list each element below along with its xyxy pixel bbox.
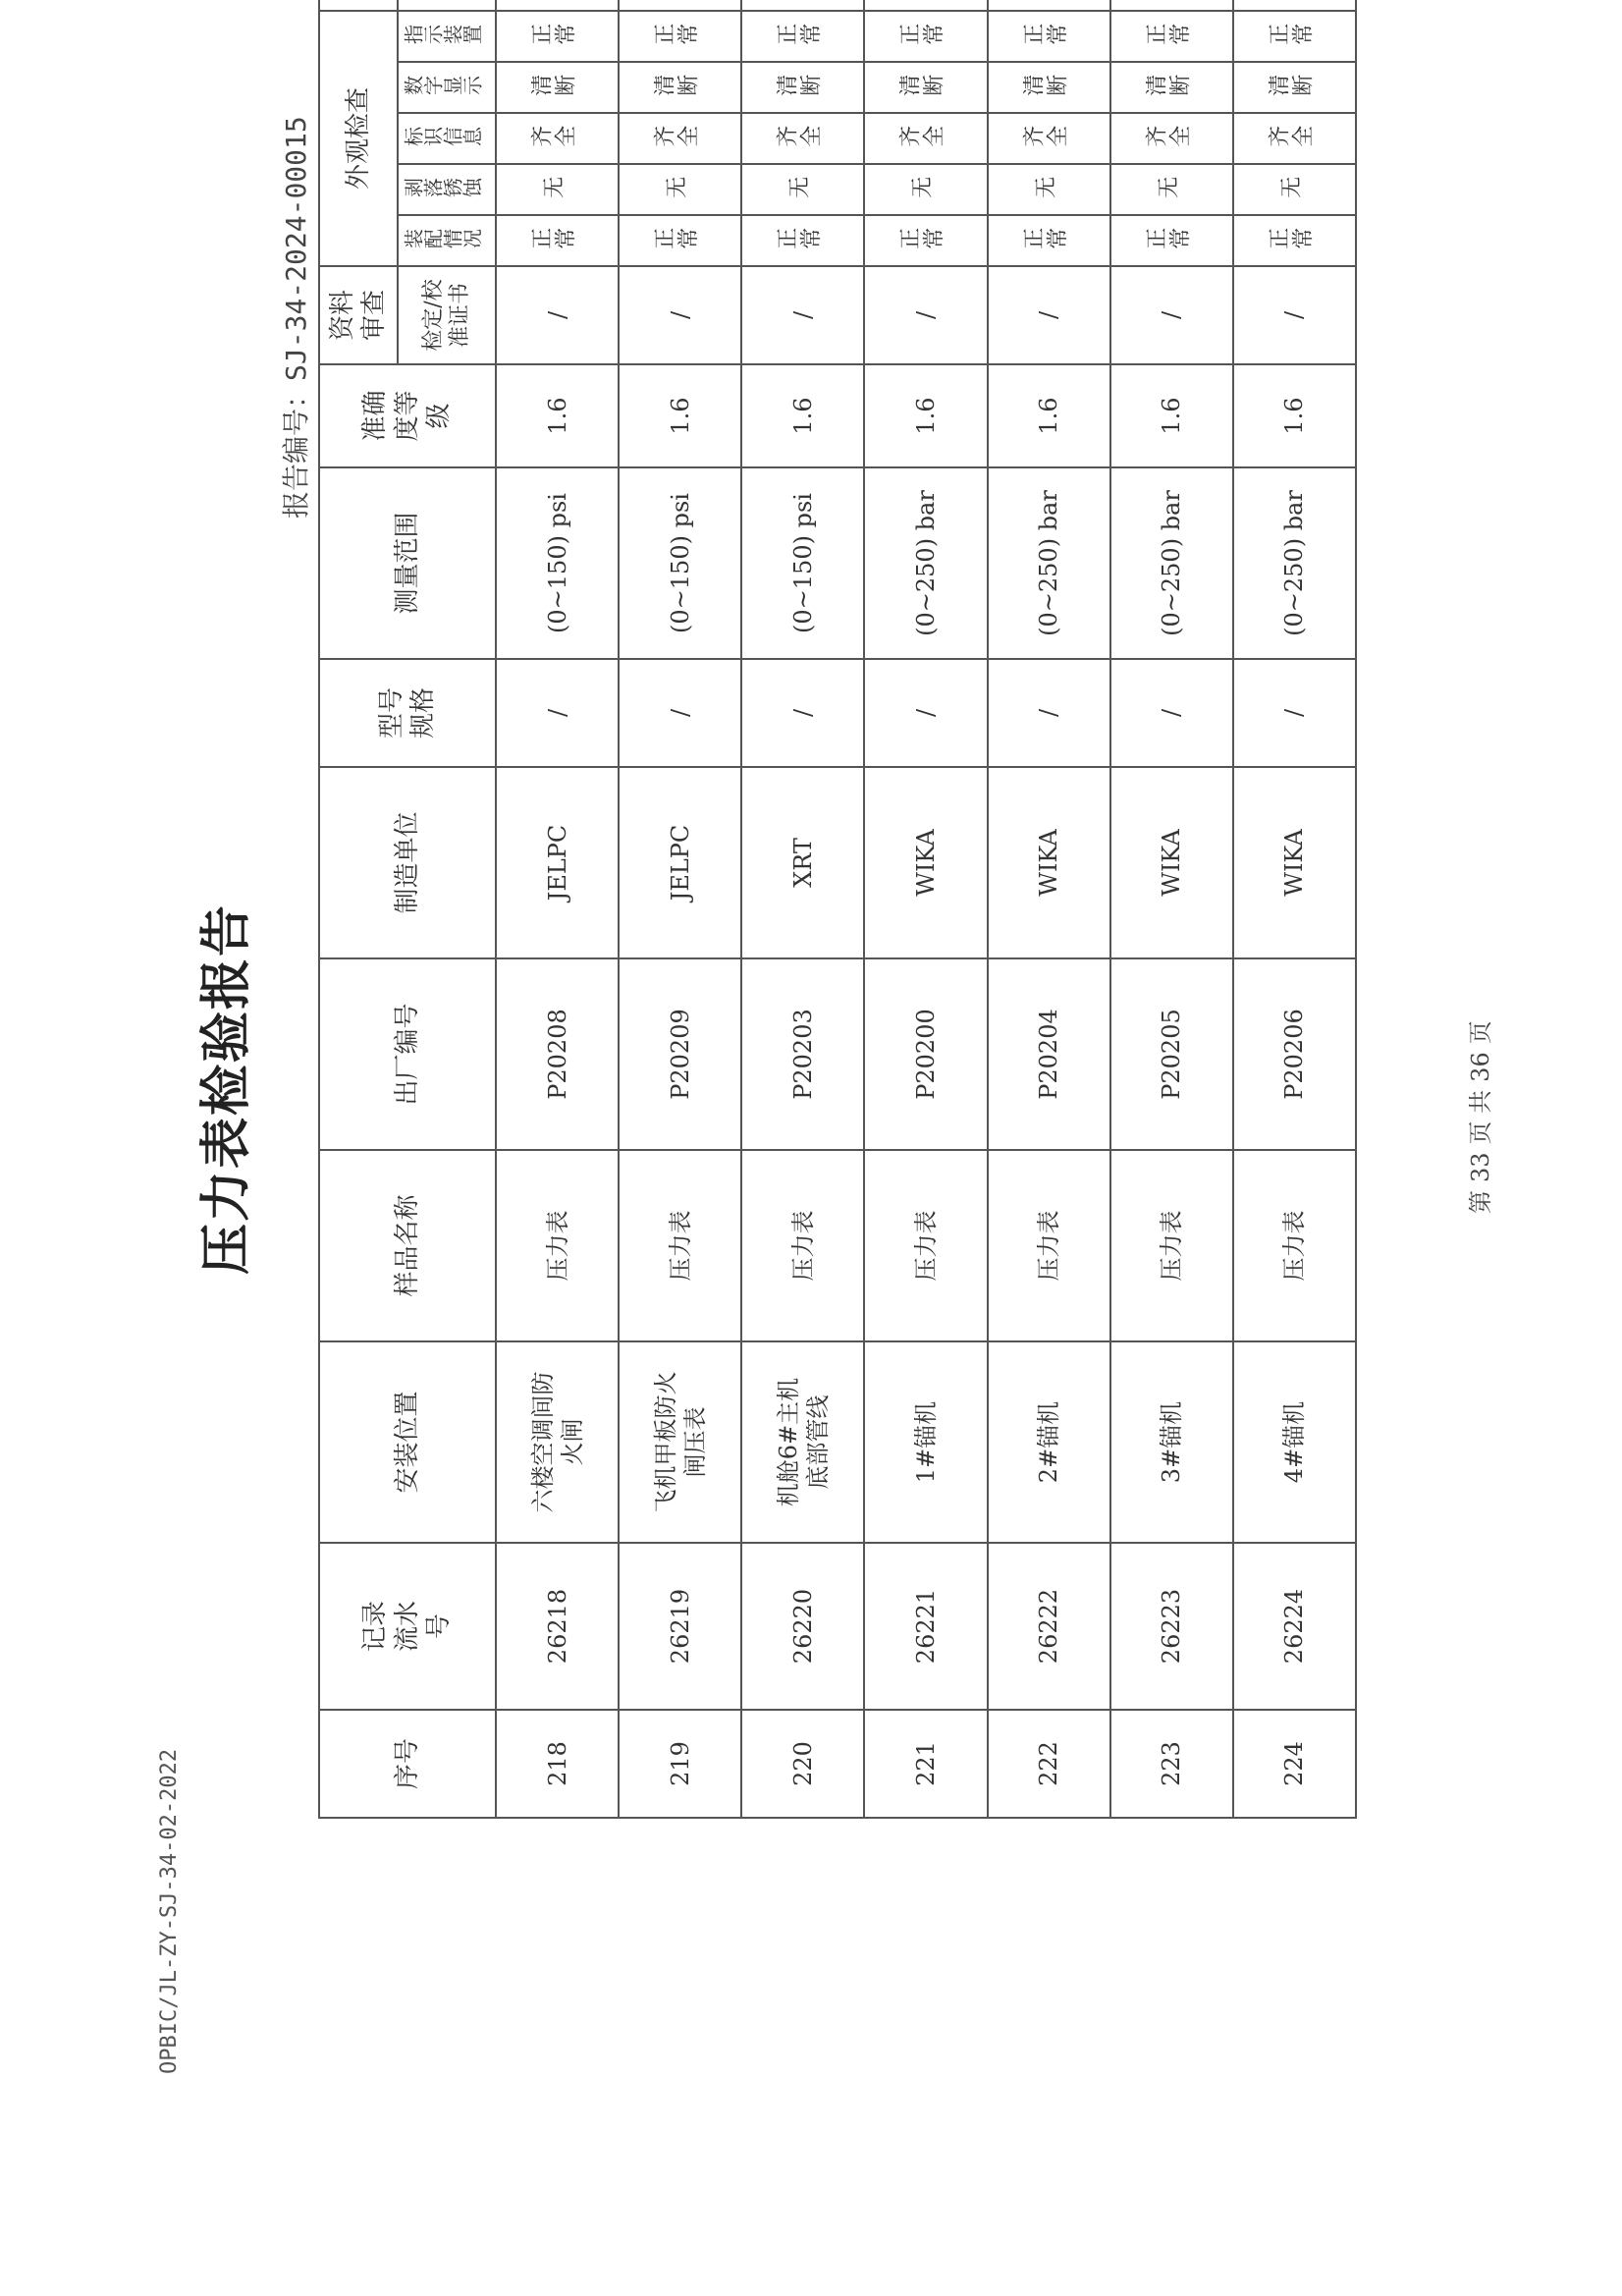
page-suffix: 页 [1467,1020,1494,1045]
cell-digits [864,62,987,113]
cell-record [496,1543,619,1710]
page-number [1461,1016,1495,1218]
cell-record [741,1543,864,1710]
page-title: 压力表检验报告 [197,902,256,1275]
cell-seq-text: 223 [1158,1741,1186,1786]
cell-peeling-text: 无 [910,177,935,202]
page-current: 33 [1467,1152,1494,1182]
cell-marking [988,113,1110,164]
cell-seq-text: 222 [1035,1741,1063,1786]
cell-damage [988,0,1110,11]
cell-model [741,659,864,767]
cell-location-text: 1#锚机 [911,1400,940,1484]
cell-name-text: 压力表 [788,1210,817,1282]
cell-record [619,1543,741,1710]
cell-peeling-text: 无 [542,177,567,202]
cell-peeling-text: 无 [1156,177,1180,202]
cell-model [988,659,1110,767]
cell-pointer [1233,11,1356,62]
cell-mfr [496,767,619,958]
cell-marking [496,113,619,164]
cell-factory-text: P20208 [543,1009,571,1100]
cell-record-text: 26224 [1280,1588,1309,1665]
cell-factory [1110,958,1233,1150]
header-model [319,659,496,767]
cell-record [988,1543,1110,1710]
inspection-table [318,0,1357,1819]
cell-mfr [1233,767,1356,958]
table-row [1233,0,1356,1818]
cell-record-text: 26222 [1035,1588,1063,1665]
header-manufacturer: 制造单位 [319,767,496,958]
cell-name [1233,1150,1356,1341]
cell-name [619,1150,741,1341]
cell-damage [496,0,619,11]
cell-digits-text: 清断 [530,75,578,100]
cell-digits-text: 清断 [1021,75,1069,100]
cell-acc [619,364,741,467]
cell-digits [1233,62,1356,113]
header-seq: 序号 [319,1710,496,1818]
cell-location-text: 2#锚机 [1035,1400,1063,1484]
cell-acc-text: 1.6 [1035,397,1063,435]
cell-range-text: (0~150) psi [666,493,694,633]
cell-name-text: 压力表 [1158,1210,1186,1282]
cell-factory [619,958,741,1150]
cell-assembly-text: 正常 [1021,228,1069,253]
cell-mfr-text: JELPC [666,824,694,902]
header-digits-text: 数字显示 [403,75,482,99]
cell-record [864,1543,987,1710]
cell-cert [496,266,619,364]
form-code: OPBIC/JL-ZY-SJ-34-02-2022 [157,1748,182,2074]
cell-digits [496,62,619,113]
cell-factory [1233,958,1356,1150]
cell-model-text: / [788,708,817,718]
cell-peeling-text: 无 [665,177,689,202]
cell-factory-text: P20203 [788,1009,817,1100]
cell-assembly-text: 正常 [530,228,578,253]
cell-marking [1110,113,1233,164]
cell-mfr-text: WIKA [1280,829,1309,897]
cell-location-text: 3#锚机 [1158,1400,1186,1484]
cell-assembly [1233,215,1356,266]
table-row [864,0,987,1818]
header-accuracy-text: 准确度等级 [360,390,455,442]
cell-factory [741,958,864,1150]
cell-marking [741,113,864,164]
cell-digits-text: 清断 [1267,75,1315,100]
header-digits [398,62,496,113]
cell-acc [1233,364,1356,467]
table-row [988,0,1110,1818]
cell-location-text: 飞机甲板防火闸压表 [651,1371,709,1513]
cell-assembly-text: 正常 [1267,228,1315,253]
header-record-no [319,1543,496,1710]
cell-acc-text: 1.6 [666,397,694,435]
cell-range [496,467,619,659]
cell-cert [619,266,741,364]
cell-digits [741,62,864,113]
cell-acc-text: 1.6 [543,397,571,435]
cell-factory-text: P20200 [911,1009,940,1100]
cell-peeling [1233,164,1356,215]
cell-seq [1110,1710,1233,1818]
cell-acc-text: 1.6 [788,397,817,435]
cell-model-text: / [1158,708,1186,718]
cell-range [988,467,1110,659]
cell-marking-text: 齐全 [1267,126,1315,151]
header-docs-text: 资料审查 [327,290,389,342]
cell-factory-text: P20205 [1158,1009,1186,1100]
cell-seq [496,1710,619,1818]
page-prefix: 第 [1467,1190,1494,1214]
cell-mfr [864,767,987,958]
cell-range [619,467,741,659]
cell-range [1233,467,1356,659]
cell-seq-text: 224 [1280,1741,1309,1786]
cell-pointer-text: 正常 [776,24,824,49]
cell-location-text: 机舱6#主机底部管线 [774,1377,832,1507]
cell-name-text: 压力表 [911,1210,940,1282]
cell-pointer [864,11,987,62]
cell-seq [619,1710,741,1818]
cell-digits [619,62,741,113]
cell-assembly [864,215,987,266]
header-appearance: 外观检查 [319,11,398,266]
header-marking-text: 标识信息 [403,126,482,150]
cell-range-text: (0~150) psi [543,493,571,633]
cell-pointer-text: 正常 [1021,24,1069,49]
cell-acc [1110,364,1233,467]
cell-seq-text: 220 [788,1741,817,1786]
cell-peeling [988,164,1110,215]
cell-model-text: / [911,708,940,718]
cell-digits-text: 清断 [653,75,701,100]
cell-range-text: (0~250) bar [1280,490,1309,636]
cell-name [496,1150,619,1341]
cell-marking [619,113,741,164]
cell-damage [1233,0,1356,11]
cell-cert [1233,266,1356,364]
cell-name-text: 压力表 [543,1210,571,1282]
cell-factory-text: P20204 [1035,1009,1063,1100]
cell-peeling [864,164,987,215]
cell-acc-text: 1.6 [1158,397,1186,435]
cell-marking-text: 齐全 [1144,126,1192,151]
cell-name [1110,1150,1233,1341]
cell-model [864,659,987,767]
cell-location [1233,1341,1356,1543]
cell-cert-text: / [911,310,940,320]
table-row [496,0,619,1818]
cell-cert [988,266,1110,364]
cell-mfr [619,767,741,958]
header-location: 安装位置 [319,1341,496,1543]
cell-pointer-text: 正常 [1144,24,1192,49]
cell-name [988,1150,1110,1341]
cell-mfr-text: WIKA [911,829,940,897]
cell-assembly [496,215,619,266]
table-body [496,0,1356,1818]
cell-digits-text: 清断 [898,75,946,100]
cell-location [1110,1341,1233,1543]
cell-model-text: / [1280,708,1309,718]
cell-damage [619,0,741,11]
cell-pointer [741,11,864,62]
cell-mfr [988,767,1110,958]
cell-model [496,659,619,767]
cell-range [864,467,987,659]
cell-pointer-text: 正常 [653,24,701,49]
cell-assembly-text: 正常 [776,228,824,253]
cell-digits-text: 清断 [1144,75,1192,100]
cell-digits [1110,62,1233,113]
cell-marking-text: 齐全 [776,126,824,151]
cell-cert [864,266,987,364]
cell-range-text: (0~250) bar [1035,490,1063,636]
cell-factory [864,958,987,1150]
cell-seq-text: 218 [543,1741,571,1786]
cell-model [1233,659,1356,767]
cell-cert-text: / [788,310,817,320]
cell-damage [864,0,987,11]
cell-marking-text: 齐全 [898,126,946,151]
table-row [1110,0,1233,1818]
cell-assembly [619,215,741,266]
cell-location [988,1341,1110,1543]
cell-pointer [988,11,1110,62]
header-peeling-text: 剥落锈蚀 [403,177,482,201]
cell-assembly [741,215,864,266]
cell-range-text: (0~250) bar [911,490,940,636]
cell-mfr-text: WIKA [1035,829,1063,897]
header-model-text: 型号规格 [376,687,438,739]
cell-pointer [619,11,741,62]
header-peeling [398,164,496,215]
cell-cert [741,266,864,364]
cell-acc-text: 1.6 [911,397,940,435]
cell-record-text: 26223 [1158,1588,1186,1665]
cell-damage [1110,0,1233,11]
cell-pointer [1110,11,1233,62]
header-name: 样品名称 [319,1150,496,1341]
header-accuracy [319,364,496,467]
cell-record-text: 26218 [543,1588,571,1665]
cell-cert-text: / [1158,310,1186,320]
header-range: 测量范围 [319,467,496,659]
cell-damage [741,0,864,11]
header-docs-cert-text: 检定/校准证书 [420,279,472,352]
cell-acc-text: 1.6 [1280,397,1309,435]
header-record-no-text: 记录流水号 [360,1601,455,1653]
cell-marking [864,113,987,164]
header-damage [398,0,496,11]
cell-name-text: 压力表 [1035,1210,1063,1282]
cell-acc [864,364,987,467]
cell-peeling-text: 无 [1033,177,1057,202]
table-row [619,0,741,1818]
cell-assembly-text: 正常 [898,228,946,253]
cell-seq-text: 219 [666,1741,694,1786]
cell-location-text: 六楼空调间防火闸 [528,1371,586,1513]
cell-marking-text: 齐全 [1021,126,1069,151]
cell-mfr [1110,767,1233,958]
cell-record [1110,1543,1233,1710]
cell-mfr-text: WIKA [1158,829,1186,897]
report-number-value: SJ-34-2024-00015 [280,116,312,381]
cell-peeling [741,164,864,215]
cell-acc [988,364,1110,467]
header-docs-cert [398,266,496,364]
cell-record [1233,1543,1356,1710]
cell-location [496,1341,619,1543]
header-pointer-text: 指示装置 [403,24,482,48]
report-number-label: 报告编号： [280,380,312,519]
page-mid: 页 共 [1467,1089,1494,1145]
cell-digits [988,62,1110,113]
cell-pointer-text: 正常 [1267,24,1315,49]
header-pointer [398,11,496,62]
cell-digits-text: 清断 [776,75,824,100]
cell-record-text: 26220 [788,1588,817,1665]
cell-peeling [496,164,619,215]
cell-cert-text: / [666,310,694,320]
header-assembly [398,215,496,266]
cell-range-text: (0~250) bar [1158,490,1186,636]
cell-mfr [741,767,864,958]
cell-factory [988,958,1110,1150]
header-docs [319,266,398,364]
cell-pointer [496,11,619,62]
cell-assembly [1110,215,1233,266]
cell-assembly-text: 正常 [653,228,701,253]
header-factory-no: 出厂编号 [319,958,496,1150]
cell-name-text: 压力表 [666,1210,694,1282]
cell-peeling [619,164,741,215]
cell-acc [741,364,864,467]
cell-factory-text: P20206 [1280,1009,1309,1100]
cell-peeling-text: 无 [787,177,812,202]
page-total: 36 [1467,1052,1494,1082]
cell-record-text: 26219 [666,1588,694,1665]
cell-seq [988,1710,1110,1818]
cell-cert-text: / [1280,310,1309,320]
cell-model [1110,659,1233,767]
cell-marking-text: 齐全 [530,126,578,151]
cell-name-text: 压力表 [1280,1210,1309,1282]
cell-record-text: 26221 [911,1588,940,1665]
cell-marking [1233,113,1356,164]
cell-location [864,1341,987,1543]
header-assembly-text: 装配情况 [403,228,482,252]
cell-factory-text: P20209 [666,1009,694,1100]
report-number [275,116,314,519]
header-marking [398,113,496,164]
cell-name [741,1150,864,1341]
cell-seq [1233,1710,1356,1818]
cell-marking-text: 齐全 [653,126,701,151]
cell-cert-text: / [1035,310,1063,320]
cell-seq [741,1710,864,1818]
cell-model-text: / [666,708,694,718]
cell-assembly [988,215,1110,266]
cell-range [741,467,864,659]
cell-range [1110,467,1233,659]
cell-peeling [1110,164,1233,215]
cell-range-text: (0~150) psi [788,493,817,633]
cell-cert [1110,266,1233,364]
table-row [741,0,864,1818]
cell-acc [496,364,619,467]
cell-mfr-text: XRT [788,838,817,888]
cell-peeling-text: 无 [1278,177,1303,202]
cell-mfr-text: JELPC [543,824,571,902]
cell-seq-text: 221 [911,1741,940,1786]
cell-pointer-text: 正常 [898,24,946,49]
cell-seq [864,1710,987,1818]
cell-pointer-text: 正常 [530,24,578,49]
cell-location [741,1341,864,1543]
cell-location-text: 4#锚机 [1280,1400,1309,1484]
cell-model-text: / [1035,708,1063,718]
cell-model [619,659,741,767]
cell-assembly-text: 正常 [1144,228,1192,253]
cell-factory [496,958,619,1150]
cell-cert-text: / [543,310,571,320]
cell-name [864,1150,987,1341]
cell-location [619,1341,741,1543]
cell-model-text: / [543,708,571,718]
header-install [319,0,398,11]
